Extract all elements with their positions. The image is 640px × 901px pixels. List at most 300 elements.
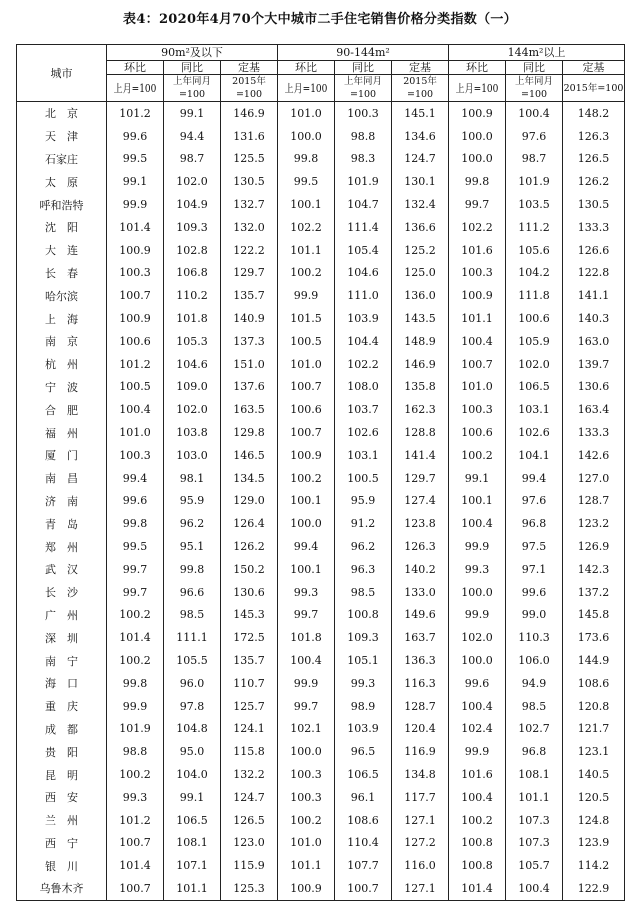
index-value: 99.8 [107,672,164,695]
index-value: 142.3 [563,558,625,581]
index-value: 115.8 [221,740,278,763]
index-value: 100.2 [278,467,335,490]
index-value: 100.6 [107,330,164,353]
city-name: 郑 州 [17,535,107,558]
index-value: 99.6 [107,490,164,513]
base-mom: 上月=100 [449,75,506,102]
index-value: 134.5 [221,467,278,490]
base-yoy: 上年同月=100 [164,75,221,102]
table-row [17,398,625,421]
index-value: 101.8 [278,626,335,649]
index-value: 141.4 [392,444,449,467]
city-name: 广 州 [17,604,107,627]
index-value: 106.8 [164,262,221,285]
index-value: 103.1 [506,398,563,421]
table-row [17,512,625,535]
index-value: 102.6 [335,421,392,444]
subcol-yoy: 同比 [506,61,563,75]
index-value: 94.4 [164,125,221,148]
base-fixed: 2015年=100 [221,75,278,102]
index-value: 122.9 [563,877,625,900]
index-value: 104.7 [335,193,392,216]
index-value: 108.1 [164,832,221,855]
index-value: 100.2 [107,604,164,627]
index-value: 100.3 [107,444,164,467]
city-name: 石家庄 [17,148,107,171]
index-value: 105.9 [506,330,563,353]
index-value: 101.2 [107,102,164,125]
city-name: 北 京 [17,102,107,125]
city-name: 合 肥 [17,398,107,421]
index-value: 101.1 [449,307,506,330]
index-value: 98.1 [164,467,221,490]
index-value: 117.7 [392,786,449,809]
index-value: 101.4 [107,216,164,239]
index-value: 130.5 [221,170,278,193]
index-value: 96.8 [506,512,563,535]
index-value: 100.2 [107,763,164,786]
city-name: 乌鲁木齐 [17,877,107,900]
index-value: 100.4 [449,512,506,535]
index-value: 99.5 [107,148,164,171]
city-name: 成 都 [17,718,107,741]
index-value: 101.1 [164,877,221,900]
index-value: 123.2 [563,512,625,535]
index-value: 100.4 [449,786,506,809]
index-value: 99.9 [278,284,335,307]
index-value: 101.9 [335,170,392,193]
index-value: 99.8 [164,558,221,581]
table-title: 表4：2020年4月70个大中城市二手住宅销售价格分类指数（一） [123,12,517,27]
city-name: 济 南 [17,490,107,513]
table-row [17,604,625,627]
index-value: 129.8 [221,421,278,444]
table-row [17,170,625,193]
index-value: 133.3 [563,421,625,444]
index-value: 100.8 [449,832,506,855]
city-name: 哈尔滨 [17,284,107,307]
index-value: 97.5 [506,535,563,558]
index-value: 100.2 [449,444,506,467]
city-name: 上 海 [17,307,107,330]
index-value: 115.9 [221,854,278,877]
index-value: 141.1 [563,284,625,307]
index-value: 101.0 [107,421,164,444]
index-value: 100.8 [335,604,392,627]
index-value: 96.3 [335,558,392,581]
index-value: 120.5 [563,786,625,809]
city-name: 长 沙 [17,581,107,604]
index-value: 96.5 [335,740,392,763]
index-value: 104.6 [164,353,221,376]
index-value: 100.1 [278,490,335,513]
index-value: 150.2 [221,558,278,581]
index-value: 100.7 [449,353,506,376]
index-value: 125.5 [221,148,278,171]
index-value: 106.5 [164,809,221,832]
index-value: 100.2 [449,809,506,832]
index-value: 127.1 [392,809,449,832]
index-value: 104.9 [164,193,221,216]
index-value: 95.9 [335,490,392,513]
index-value: 103.0 [164,444,221,467]
subcol-yoy: 同比 [335,61,392,75]
index-value: 100.7 [107,284,164,307]
index-value: 110.3 [506,626,563,649]
index-value: 108.6 [563,672,625,695]
city-name: 重 庆 [17,695,107,718]
index-value: 130.5 [563,193,625,216]
index-value: 91.2 [335,512,392,535]
index-value: 97.6 [506,490,563,513]
index-value: 100.2 [278,262,335,285]
city-name: 南 宁 [17,649,107,672]
index-value: 100.0 [449,649,506,672]
base-yoy: 上年同月=100 [335,75,392,102]
index-value: 100.7 [107,832,164,855]
subcol-fixed-base: 定基 [221,61,278,75]
index-value: 96.2 [164,512,221,535]
index-value: 111.2 [506,216,563,239]
index-value: 148.9 [392,330,449,353]
index-value: 100.5 [107,376,164,399]
index-value: 101.6 [449,239,506,262]
table-row [17,148,625,171]
index-value: 103.9 [335,718,392,741]
index-value: 102.0 [164,398,221,421]
index-value: 100.2 [107,649,164,672]
table-row [17,740,625,763]
table-row [17,216,625,239]
index-value: 130.1 [392,170,449,193]
index-value: 100.0 [449,581,506,604]
index-value: 102.2 [335,353,392,376]
index-value: 127.4 [392,490,449,513]
index-value: 146.9 [221,102,278,125]
subcol-mom: 环比 [449,61,506,75]
index-value: 106.5 [335,763,392,786]
table-row [17,284,625,307]
index-value: 104.6 [335,262,392,285]
index-value: 140.5 [563,763,625,786]
index-value: 102.0 [506,353,563,376]
index-value: 108.6 [335,809,392,832]
index-value: 116.0 [392,854,449,877]
index-value: 100.4 [449,695,506,718]
city-name: 青 岛 [17,512,107,535]
index-value: 99.4 [107,467,164,490]
index-value: 96.0 [164,672,221,695]
index-value: 129.0 [221,490,278,513]
table-row [17,262,625,285]
index-value: 101.0 [278,832,335,855]
index-value: 146.9 [392,353,449,376]
city-name: 长 春 [17,262,107,285]
index-value: 107.3 [506,832,563,855]
index-value: 105.1 [335,649,392,672]
index-value: 125.3 [221,877,278,900]
index-value: 98.3 [335,148,392,171]
index-value: 132.4 [392,193,449,216]
index-value: 99.7 [278,695,335,718]
table-row [17,854,625,877]
index-value: 124.1 [221,718,278,741]
index-value: 105.3 [164,330,221,353]
city-name: 深 圳 [17,626,107,649]
index-value: 140.9 [221,307,278,330]
index-value: 100.9 [449,284,506,307]
table-row [17,330,625,353]
index-value: 103.8 [164,421,221,444]
index-value: 127.1 [392,877,449,900]
index-value: 100.6 [449,421,506,444]
table-row [17,786,625,809]
city-name: 银 川 [17,854,107,877]
index-value: 124.7 [392,148,449,171]
index-value: 125.0 [392,262,449,285]
index-value: 163.7 [392,626,449,649]
index-value: 105.5 [164,649,221,672]
city-name: 太 原 [17,170,107,193]
index-value: 121.7 [563,718,625,741]
index-value: 100.3 [449,262,506,285]
index-value: 132.7 [221,193,278,216]
index-value: 100.6 [506,307,563,330]
index-value: 99.9 [107,193,164,216]
index-value: 99.6 [506,581,563,604]
index-value: 126.5 [221,809,278,832]
index-value: 126.2 [221,535,278,558]
index-value: 100.9 [278,877,335,900]
index-value: 96.1 [335,786,392,809]
index-value: 103.1 [335,444,392,467]
index-value: 116.9 [392,740,449,763]
city-name: 杭 州 [17,353,107,376]
index-value: 125.2 [392,239,449,262]
index-value: 126.5 [563,148,625,171]
index-value: 101.1 [506,786,563,809]
index-value: 127.2 [392,832,449,855]
index-value: 102.7 [506,718,563,741]
index-value: 107.1 [164,854,221,877]
index-value: 99.7 [107,558,164,581]
index-value: 103.5 [506,193,563,216]
index-value: 109.3 [335,626,392,649]
index-value: 103.9 [335,307,392,330]
index-value: 114.2 [563,854,625,877]
index-value: 111.0 [335,284,392,307]
table-row [17,353,625,376]
index-value: 105.7 [506,854,563,877]
group-header-large: 144m²以上 [449,45,625,61]
index-value: 111.8 [506,284,563,307]
index-value: 102.4 [449,718,506,741]
index-value: 130.6 [563,376,625,399]
index-value: 99.1 [107,170,164,193]
table-row [17,832,625,855]
index-value: 104.2 [506,262,563,285]
table-row [17,467,625,490]
index-value: 99.5 [278,170,335,193]
index-value: 128.7 [563,490,625,513]
index-value: 101.2 [107,353,164,376]
index-value: 135.7 [221,649,278,672]
index-value: 100.6 [278,398,335,421]
index-value: 123.0 [221,832,278,855]
index-value: 99.3 [278,581,335,604]
table-row [17,102,625,125]
index-value: 96.6 [164,581,221,604]
table-row [17,763,625,786]
table-row [17,809,625,832]
index-value: 131.6 [221,125,278,148]
index-value: 102.2 [449,216,506,239]
subcol-yoy: 同比 [164,61,221,75]
index-value: 98.5 [335,581,392,604]
index-value: 133.3 [563,216,625,239]
index-value: 100.0 [278,740,335,763]
index-value: 110.7 [221,672,278,695]
index-value: 142.6 [563,444,625,467]
index-value: 127.0 [563,467,625,490]
index-value: 101.4 [107,626,164,649]
index-value: 132.2 [221,763,278,786]
index-value: 98.7 [506,148,563,171]
index-value: 101.6 [449,763,506,786]
index-value: 100.4 [449,330,506,353]
index-value: 111.1 [164,626,221,649]
index-value: 100.5 [335,467,392,490]
city-column-header: 城市 [17,45,107,102]
index-value: 101.1 [278,854,335,877]
index-value: 122.2 [221,239,278,262]
index-value: 99.9 [449,535,506,558]
index-value: 99.1 [164,786,221,809]
index-value: 100.0 [278,125,335,148]
index-value: 122.8 [563,262,625,285]
index-value: 100.3 [449,398,506,421]
index-value: 110.4 [335,832,392,855]
city-name: 南 昌 [17,467,107,490]
index-value: 99.9 [278,672,335,695]
index-value: 100.1 [449,490,506,513]
index-value: 123.1 [563,740,625,763]
index-value: 172.5 [221,626,278,649]
index-value: 100.7 [107,877,164,900]
base-fixed: 2015年=100 [392,75,449,102]
index-value: 99.0 [506,604,563,627]
subcol-fixed-base: 定基 [392,61,449,75]
index-value: 100.3 [278,763,335,786]
index-value: 100.1 [278,558,335,581]
base-mom: 上月=100 [278,75,335,102]
city-name: 海 口 [17,672,107,695]
table-row [17,877,625,900]
table-row [17,307,625,330]
table-row [17,421,625,444]
index-value: 139.7 [563,353,625,376]
index-value: 104.1 [506,444,563,467]
group-header-small: 90m²及以下 [107,45,278,61]
index-value: 101.8 [164,307,221,330]
index-value: 105.6 [506,239,563,262]
index-value: 104.0 [164,763,221,786]
index-value: 99.9 [107,695,164,718]
index-value: 100.9 [107,307,164,330]
index-value: 102.0 [449,626,506,649]
table-row [17,626,625,649]
subcol-fixed-base: 定基 [563,61,625,75]
index-value: 100.3 [335,102,392,125]
index-value: 151.0 [221,353,278,376]
index-value: 99.3 [107,786,164,809]
index-value: 100.0 [278,512,335,535]
index-value: 137.6 [221,376,278,399]
index-value: 173.6 [563,626,625,649]
city-name: 贵 阳 [17,740,107,763]
index-value: 125.7 [221,695,278,718]
table-row [17,376,625,399]
index-value: 99.7 [107,581,164,604]
index-value: 106.5 [506,376,563,399]
index-value: 104.8 [164,718,221,741]
index-value: 94.9 [506,672,563,695]
index-value: 102.6 [506,421,563,444]
table-row [17,193,625,216]
index-value: 124.8 [563,809,625,832]
index-value: 108.0 [335,376,392,399]
index-value: 109.3 [164,216,221,239]
index-value: 124.7 [221,786,278,809]
index-value: 99.3 [449,558,506,581]
city-name: 西 宁 [17,832,107,855]
city-name: 厦 门 [17,444,107,467]
index-value: 136.6 [392,216,449,239]
index-value: 103.7 [335,398,392,421]
index-value: 100.4 [278,649,335,672]
base-fixed: 2015年=100 [563,75,625,102]
index-value: 126.3 [392,535,449,558]
index-value: 101.5 [278,307,335,330]
index-value: 100.9 [449,102,506,125]
index-value: 100.7 [278,421,335,444]
index-value: 104.4 [335,330,392,353]
index-value: 129.7 [392,467,449,490]
index-value: 98.5 [164,604,221,627]
index-value: 102.0 [164,170,221,193]
table-row [17,649,625,672]
table-row [17,558,625,581]
index-value: 99.7 [278,604,335,627]
index-value: 99.9 [449,740,506,763]
index-value: 100.3 [107,262,164,285]
index-value: 101.0 [278,102,335,125]
index-value: 135.7 [221,284,278,307]
index-value: 101.0 [449,376,506,399]
index-value: 145.8 [563,604,625,627]
index-value: 99.5 [107,535,164,558]
group-header-medium: 90-144m² [278,45,449,61]
city-name: 宁 波 [17,376,107,399]
index-value: 126.9 [563,535,625,558]
index-value: 111.4 [335,216,392,239]
index-value: 105.4 [335,239,392,262]
index-value: 100.1 [278,193,335,216]
index-value: 109.0 [164,376,221,399]
index-value: 100.4 [506,102,563,125]
index-value: 102.1 [278,718,335,741]
index-value: 100.0 [449,125,506,148]
